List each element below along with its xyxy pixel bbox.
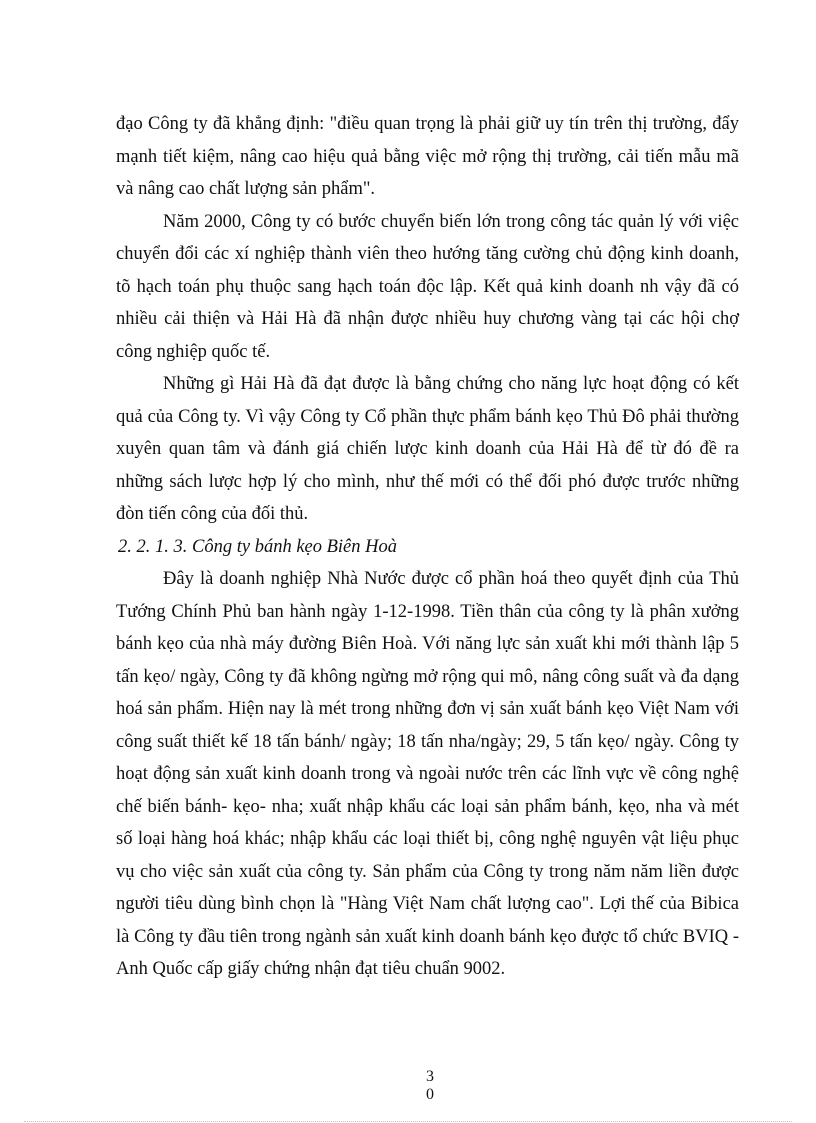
paragraph-year-2000: Năm 2000, Công ty có bước chuyển biến lớn trong công tác quản lý với việc chuyển đổi các xí nghiệp thành viên theo hướng tăng cường chủ động kinh doanh, tõ hạch toán phụ thuộc sang hạch toán độc lập. Kết quả kinh doanh nh vậy đã có nhiều cải thiện và Hải Hà đã nhận được nhiều huy chương vàng tại các hội chợ công nghiệp quốc tế. [116, 211, 739, 362]
paragraph-continuation: đạo Công ty đã khẳng định: "điều quan trọng là phải giữ uy tín trên thị trường, đẩy mạnh tiết kiệm, nâng cao hiệu quả bằng việc mở rộng thị trường, cải tiến mẫu mã và nâng cao chất lượng sản phẩm". [116, 114, 739, 199]
page-number-line-1: 3 [426, 1068, 434, 1085]
document-body [116, 108, 739, 986]
page-number [420, 1068, 440, 1104]
footer-divider [24, 1121, 792, 1122]
page-number-line-2: 0 [426, 1086, 434, 1103]
paragraph-hai-ha-achievements: Những gì Hải Hà đã đạt được là bằng chứng cho năng lực hoạt động có kết quả của Công ty. Vì vậy Công ty Cổ phần thực phẩm bánh kẹo Thủ Đô phải thường xuyên quan tâm và đánh giá chiến lược kinh doanh của Hải Hà để từ đó đề ra những sách lược hợp lý cho mình, như thế mới có thể đối phó được trước những đòn tiến công của đối thủ. [116, 374, 739, 524]
section-heading: 2. 2. 1. 3. Công ty bánh kẹo Biên Hoà [118, 536, 397, 557]
paragraph-bien-hoa: Đây là doanh nghiệp Nhà Nước được cổ phần hoá theo quyết định của Thủ Tướng Chính Phủ ban hành ngày 1-12-1998. Tiền thân của công ty là phân xưởng bánh kẹo của nhà máy đường Biên Hoà. Với năng lực sản xuất khi mới thành lập 5 tấn kẹo/ ngày, Công ty đã không ngừng mở rộng qui mô, nâng công suất và đa dạng hoá sản phẩm. Hiện nay là mét trong những đơn vị sản xuất bánh kẹo Việt Nam với công suất thiết kế 18 tấn bánh/ ngày; 18 tấn nha/ngày; 29, 5 tấn kẹo/ ngày. Công ty hoạt động sản xuất kinh doanh trong và ngoài nước trên các lĩnh vực về công nghệ chế biến bánh- kẹo- nha; xuất nhập khẩu các loại sản phẩm bánh, kẹo, nha và mét số loại hàng hoá khác; nhập khẩu các loại thiết bị, công nghệ nguyên vật liệu phục vụ cho việc sản xuất của công ty. Sản phẩm của Công ty trong năm năm liền được người tiêu dùng bình chọn là "Hàng Việt Nam chất lượng cao". Lợi thế của Bibica là Công ty đầu tiên trong ngành sản xuất kinh doanh bánh kẹo được tổ chức BVIQ - Anh Quốc cấp giấy chứng nhận đạt tiêu chuẩn 9002. [116, 569, 739, 979]
